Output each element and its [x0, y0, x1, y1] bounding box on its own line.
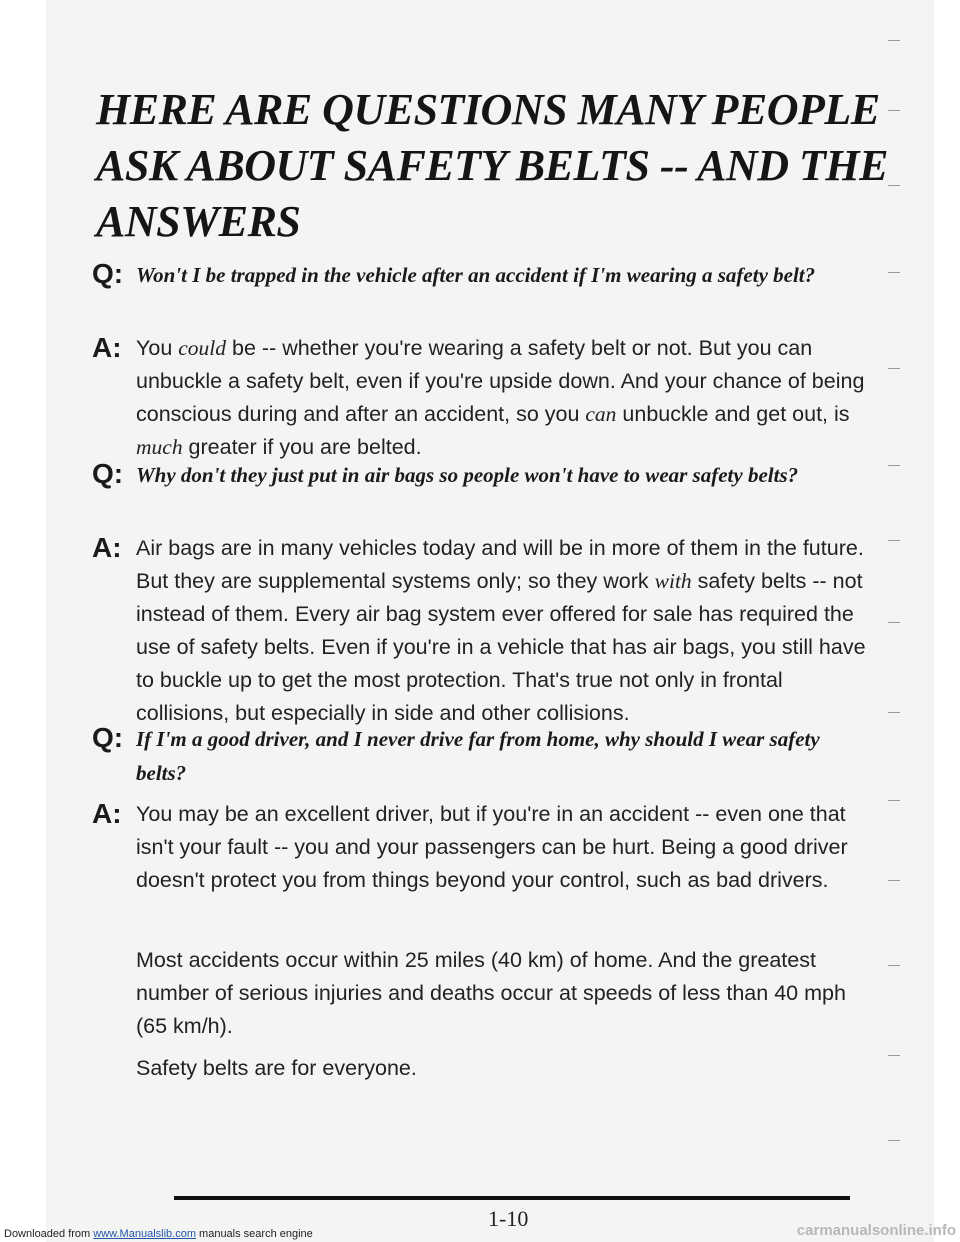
question-2: [92, 458, 872, 492]
manualslib-link[interactable]: www.Manualslib.com: [93, 1228, 196, 1240]
answer-1: [92, 332, 872, 464]
margin-marks: [888, 0, 918, 1242]
answer-3-text: You may be an excellent driver, but if you're in an accident -- even one that isn't your fault -- you and your passengers can be hurt. Being a good driver doesn't protect you from things beyond your control, such as bad drivers.: [136, 802, 848, 892]
q-label: Q:: [92, 458, 124, 489]
question-3-text: If I'm a good driver, and I never drive far from home, why should I wear safety belts?: [136, 727, 820, 785]
paragraph-everyone: Safety belts are for everyone.: [136, 1056, 417, 1080]
answer-1-text: You could be -- whether you're wearing a safety belt or not. But you can unbuckle a safety belt, even if you're upside down. And your chance of being conscious during and after an accident, so you can unbuckle and get out, is much greater if you are belted.: [136, 336, 865, 459]
answer-2: [92, 532, 872, 730]
section-heading: [96, 82, 888, 250]
a-label: A:: [92, 798, 122, 829]
heading-line-3: ANSWERS: [96, 197, 301, 246]
question-1: [92, 258, 872, 292]
question-1-text: Won't I be trapped in the vehicle after an accident if I'm wearing a safety belt?: [136, 263, 816, 287]
page-number: 1-10: [488, 1206, 529, 1231]
heading-line-1: HERE ARE QUESTIONS MANY PEOPLE: [96, 85, 880, 134]
question-3: [92, 722, 872, 790]
paragraph-home-accidents: Most accidents occur within 25 miles (40 km) of home. And the greatest number of serious injuries and deaths occur at speeds of less than 40 mph (65 km/h).: [136, 948, 846, 1038]
q-label: Q:: [92, 258, 124, 289]
footer-rule: [174, 1196, 850, 1200]
question-2-text: Why don't they just put in air bags so people won't have to wear safety belts?: [136, 463, 799, 487]
a-label: A:: [92, 532, 122, 563]
answer-3: [92, 798, 872, 897]
a-label: A:: [92, 332, 122, 363]
watermark: carmanualsonline.info: [796, 1222, 956, 1239]
answer-2-text: Air bags are in many vehicles today and will be in more of them in the future. But they are supplemental systems only; so they work with safety belts -- not instead of them. Every air bag system ever offered for sale has required the use of safety belts. Even if you're in a vehicle that has air bags, you still have to buckle up to get the most protection. That's true not only in frontal collisions, but especially in side and other collisions.: [136, 536, 866, 725]
q-label: Q:: [92, 722, 124, 753]
download-notice: Downloaded from www.Manualslib.com manuals search engine: [4, 1228, 313, 1240]
heading-line-2: ASK ABOUT SAFETY BELTS -- AND THE: [96, 141, 888, 190]
